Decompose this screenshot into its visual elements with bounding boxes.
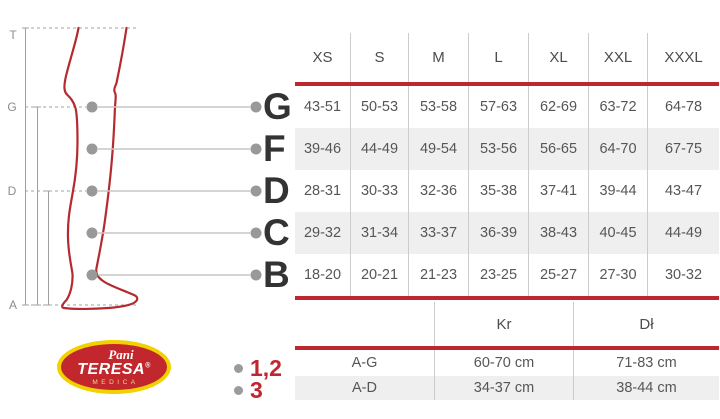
length-row-ad — [295, 376, 719, 400]
brand-name-main: TERESA® — [77, 360, 151, 378]
length-value-cell: 60-70 cm — [434, 350, 573, 376]
bullet-icon — [234, 364, 243, 373]
table-row-f — [295, 128, 719, 170]
size-value-cell: 43-51 — [303, 99, 342, 115]
size-value-cell: 62-69 — [528, 86, 588, 128]
size-value-cell: 32-36 — [408, 170, 468, 212]
size-value-cell: 40-45 — [588, 212, 647, 254]
size-value-cell: 29-32 — [303, 225, 342, 241]
length-header-empty — [295, 302, 434, 346]
table-divider-line — [295, 296, 719, 300]
point-letter-f: F — [263, 128, 285, 169]
size-value-cell: 53-56 — [468, 128, 528, 170]
leg-outline — [62, 28, 137, 309]
size-value-cell: 39-44 — [588, 170, 647, 212]
size-column-header: XL — [528, 33, 588, 82]
measurement-point-dots — [87, 102, 262, 281]
point-letter-b: B — [263, 254, 289, 295]
table-row-d — [295, 170, 719, 212]
size-column-header: S — [350, 33, 408, 82]
size-table — [295, 33, 719, 300]
size-column-header: XS — [312, 49, 333, 66]
brand-logo-inner — [61, 344, 167, 390]
table-row-c — [295, 212, 719, 254]
axis-label-t: T — [9, 28, 17, 42]
size-value-cell: 50-53 — [350, 86, 408, 128]
size-column-header: XXL — [588, 33, 647, 82]
size-value-cell: 35-38 — [468, 170, 528, 212]
axis-label-d: D — [7, 184, 17, 198]
size-value-cell: 63-72 — [588, 86, 647, 128]
size-value-cell: 49-54 — [408, 128, 468, 170]
length-value-cell: 38-44 cm — [573, 376, 719, 400]
length-row-label: A-D — [352, 380, 377, 396]
length-value-cell: 34-37 cm — [434, 376, 573, 400]
point-letter-c: C — [263, 212, 289, 253]
size-value-cell: 36-39 — [468, 212, 528, 254]
length-row-ag — [295, 350, 719, 376]
brand-logo — [57, 340, 171, 394]
size-value-cell: 57-63 — [468, 86, 528, 128]
variant-marker-label: 1,2 — [250, 354, 282, 381]
registered-mark: ® — [145, 362, 151, 370]
size-value-cell: 37-41 — [528, 170, 588, 212]
size-value-cell: 30-33 — [350, 170, 408, 212]
size-value-cell: 18-20 — [303, 267, 342, 283]
size-column-header: XXXL — [647, 33, 719, 82]
variant-marker-label: 3 — [250, 376, 263, 403]
length-column-header-dl: Dł — [573, 302, 719, 346]
level-dashed-lines — [25, 28, 136, 305]
table-row-b — [295, 254, 719, 296]
size-value-cell: 21-23 — [408, 254, 468, 296]
length-table — [295, 302, 719, 400]
size-value-cell: 44-49 — [647, 212, 719, 254]
length-table-header-row — [295, 302, 719, 346]
dimension-lines — [22, 28, 52, 305]
point-letter-g: G — [263, 86, 291, 127]
length-value-cell: 71-83 cm — [573, 350, 719, 376]
size-column-header: L — [468, 33, 528, 82]
size-value-cell: 20-21 — [350, 254, 408, 296]
size-value-cell: 30-32 — [647, 254, 719, 296]
brand-name-top: Pani — [108, 346, 134, 362]
size-value-cell: 56-65 — [528, 128, 588, 170]
size-value-cell: 27-30 — [588, 254, 647, 296]
size-value-cell: 23-25 — [468, 254, 528, 296]
brand-name-sub: MEDICA — [92, 379, 139, 387]
size-table-header-row — [295, 33, 719, 82]
size-value-cell: 64-70 — [588, 128, 647, 170]
length-column-header-kr: Kr — [434, 302, 573, 346]
size-value-cell: 44-49 — [350, 128, 408, 170]
size-value-cell: 33-37 — [408, 212, 468, 254]
size-value-cell: 53-58 — [408, 86, 468, 128]
axis-label-g: G — [7, 100, 17, 114]
size-value-cell: 39-46 — [303, 141, 342, 157]
size-value-cell: 64-78 — [647, 86, 719, 128]
size-value-cell: 31-34 — [350, 212, 408, 254]
length-row-label: A-G — [351, 355, 378, 371]
size-column-header: M — [408, 33, 468, 82]
table-row-g — [295, 86, 719, 128]
size-value-cell: 43-47 — [647, 170, 719, 212]
axis-label-a: A — [8, 298, 17, 312]
size-value-cell: 38-43 — [528, 212, 588, 254]
size-value-cell: 67-75 — [647, 128, 719, 170]
point-letter-d: D — [263, 170, 289, 211]
variant-marker-3 — [234, 378, 263, 402]
size-value-cell: 28-31 — [303, 183, 342, 199]
size-value-cell: 25-27 — [528, 254, 588, 296]
bullet-icon — [234, 386, 243, 395]
point-connector-lines — [98, 107, 250, 275]
